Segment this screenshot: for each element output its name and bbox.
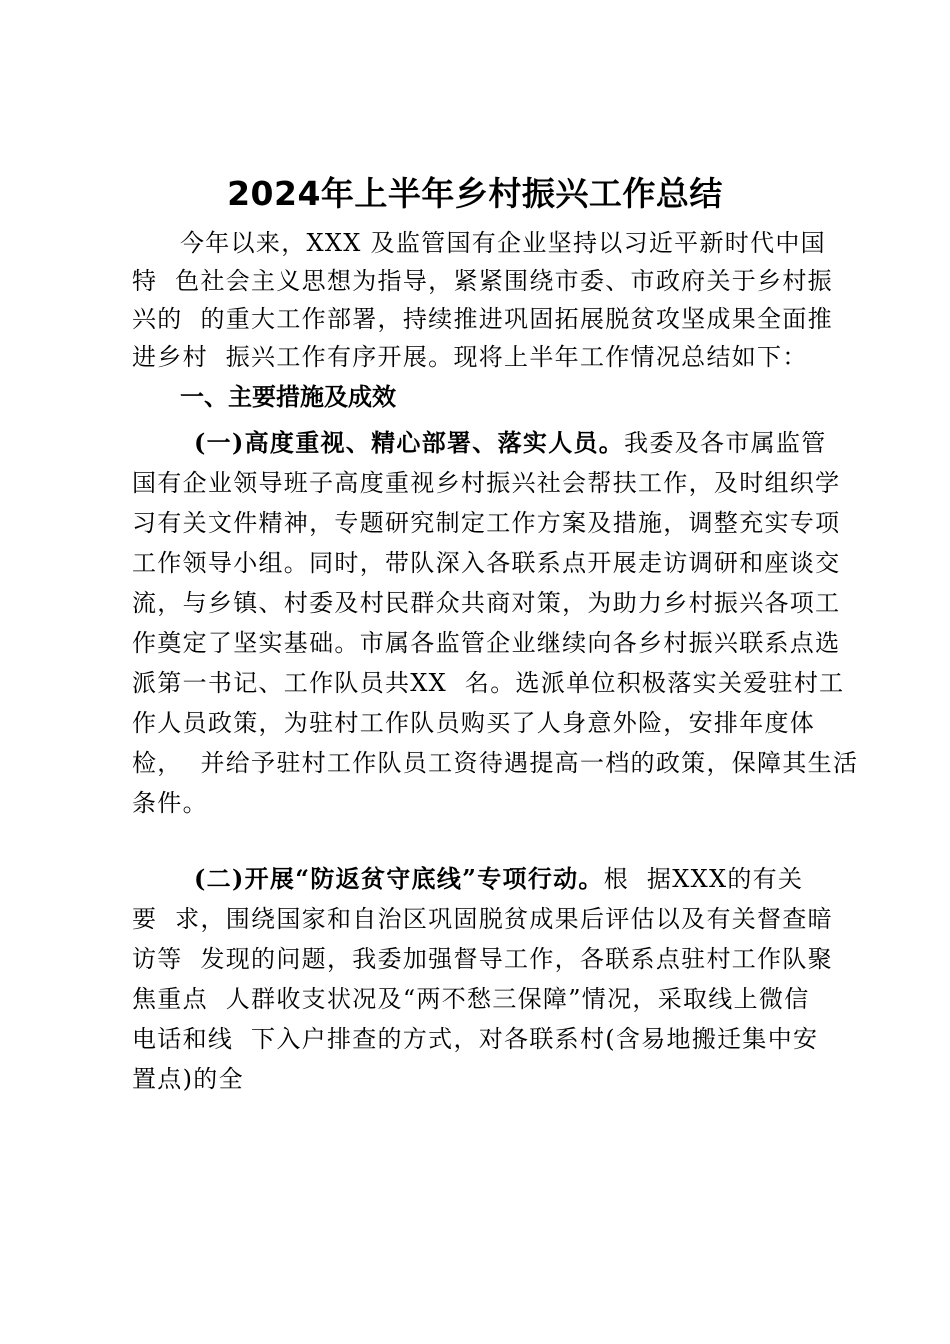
sub2-first-line-rest: 根 据XXX的有关: [603, 865, 804, 893]
intro-line-1: 今年以来，XXX 及监管国有企业坚持以习近平新时代中国: [180, 229, 826, 257]
sub1-line-10: 条件。: [132, 789, 208, 817]
document-title: 2024年上半年乡村振兴工作总结: [227, 174, 723, 213]
sub2-line-4: 焦重点 人群收支状况及“两不愁三保障”情况，采取线上微信: [132, 985, 810, 1013]
sub1-line-7: 派第一书记、工作队员共XX 名。选派单位积极落实关爱驻村工: [132, 669, 845, 697]
intro-line-4: 进乡村 振兴工作有序开展。现将上半年工作情况总结如下：: [132, 343, 808, 371]
sub1-line-9: 检， 并给予驻村工作队员工资待遇提高一档的政策，保障其生活: [132, 749, 859, 777]
sub2-line-3: 访等 发现的问题，我委加强督导工作，各联系点驻村工作队聚: [132, 945, 833, 973]
sub1-line-4: 工作领导小组。同时，带队深入各联系点开展走访调研和座谈交: [132, 549, 841, 577]
sub1-line-8: 作人员政策，为驻村工作队员购买了人身意外险，安排年度体: [132, 709, 816, 737]
sub2-line-2: 要 求，围绕国家和自治区巩固脱贫成果后评估以及有关督查暗: [132, 905, 833, 933]
sub1-first-line: [194, 424, 827, 462]
sub2-line-6: 置点)的全: [132, 1065, 244, 1093]
intro-line-3: 兴的 的重大工作部署，持续推进巩固拓展脱贫攻坚成果全面推: [132, 305, 833, 333]
sub1-heading: (一)高度重视、精心部署、落实人员。: [194, 428, 625, 457]
intro-line-2: 特 色社会主义思想为指导，紧紧围绕市委、市政府关于乡村振: [132, 267, 833, 295]
section-heading-main-measures: 一、主要措施及成效: [180, 383, 396, 411]
sub1-line-3: 习有关文件精神，专题研究制定工作方案及措施，调整充实专项: [132, 509, 841, 537]
sub2-line-5: 电话和线 下入户排查的方式，对各联系村(含易地搬迁集中安: [132, 1025, 819, 1053]
sub2-first-line: [194, 860, 803, 898]
sub1-first-line-rest: 我委及各市属监管: [624, 429, 827, 457]
sub1-line-2: 国有企业领导班子高度重视乡村振兴社会帮扶工作，及时组织学: [132, 469, 841, 497]
sub1-line-6: 作奠定了坚实基础。市属各监管企业继续向各乡村振兴联系点选: [132, 629, 841, 657]
sub2-heading: (二)开展“防返贫守底线”专项行动。: [194, 864, 604, 893]
sub1-line-5: 流，与乡镇、村委及村民群众共商对策，为助力乡村振兴各项工: [132, 589, 841, 617]
